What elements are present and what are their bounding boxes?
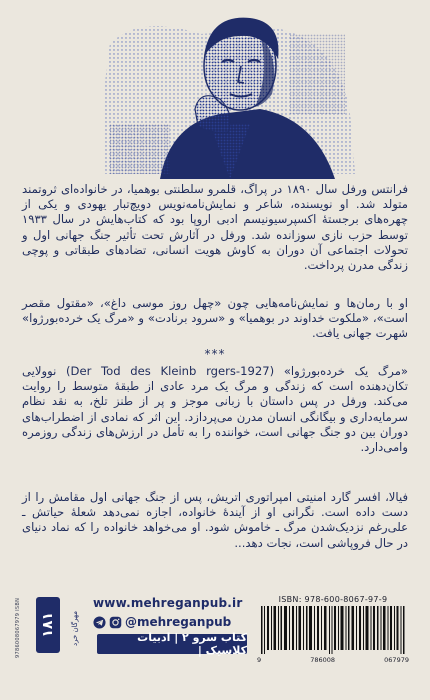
section-divider: *** xyxy=(204,347,226,361)
novella-description-paragraph: «مرگ یک خرده‌بورژوا» (Der Tod des Kleinb rgers-1927) نوولایی تکان‌دهنده است که زندگی و مرگ یک مرد عادی از طبقهٔ متوسط را روایت می‌کند. ورفل در پس داستان با زبانی موجز و پر از طنز تلخ، به نقد نظام سرمایه‌داری و بیگانگی انسان مدرن می‌پردازد. این اثر که نمادی از اضطراب‌های دوران بین دو جنگ جهانی است، خواننده را به تأمل در ارزش‌های زندگی روزمره وامی‌دارد. xyxy=(22,364,409,455)
instagram-icon xyxy=(109,616,122,629)
notable-works-paragraph: او با رمان‌ها و نمایش‌نامه‌هایی چون «چهل روز موسی داغ»، «مقتول مقصر است»، «ملکوت خداوند در بوهمیا» و «سرود برنادت» و «مرگ یک خرده‌بورژوا» شهرت جهانی یافت. xyxy=(22,296,408,341)
series-label: کتاب سرو ۲ | ادبیات کلاسیک | xyxy=(97,634,247,654)
barcode-digit-group-1: 786008 xyxy=(310,656,336,664)
publisher-name: مهرگان خرد xyxy=(71,611,79,647)
publisher-website[interactable]: www.mehreganpub.ir xyxy=(93,596,243,610)
portrait-illustration xyxy=(100,4,360,179)
publisher-logo-text: ۱۸۱ xyxy=(40,612,56,638)
barcode-bars xyxy=(259,606,407,654)
barcode-digits xyxy=(253,656,413,664)
publisher-logo xyxy=(36,597,60,653)
side-isbn-code: 9786008067979 ISBN xyxy=(15,597,21,659)
social-row xyxy=(93,614,253,630)
barcode-digit-prefix: 9 xyxy=(257,656,262,664)
telegram-icon xyxy=(93,616,106,629)
barcode-area xyxy=(253,595,413,667)
social-handle[interactable]: @mehreganpub xyxy=(125,615,232,629)
author-portrait xyxy=(100,4,360,179)
author-bio-paragraph: فرانتس ورفل سال ۱۸۹۰ در پراگ، قلمرو سلطنتی بوهمیا، در خانواده‌ای ثروتمند متولد شد. او نویسنده، شاعر و نمایش‌نامه‌نویس دویچ‌تبار یهودی و یکی از چهره‌های برجستهٔ اکسپرسیونیسم ادبی اروپا بود که کتاب‌هایش در سال ۱۹۳۳ توسط حزب نازی سوزانده شد. ورفل در آثارش تحت تأثیر جنگ جهانی اول و تحولات اجتماعی آن دوران به کاوش هویت انسانی، تضادهای طبقاتی و پوچی زندگی مدرن پرداخت. xyxy=(22,182,409,273)
plot-summary-paragraph: فیالا، افسر گارد امنیتی امپراتوری اتریش، پس از جنگ جهانی اول مقامش را از دست داده است. نگرانی او از آیندهٔ خانواده، اجازه نمی‌دهد شعلهٔ حیاتش ـ علی‌رغم نزدیک‌شدن مرگ ـ خاموش شود. او می‌خواهد خانواده را که نماد دنیای در حال فروپاشی است، نجات دهد... xyxy=(22,490,408,550)
isbn-text: ISBN: 978-600-8067-97-9 xyxy=(278,595,388,604)
barcode-digit-group-2: 067979 xyxy=(384,656,409,664)
